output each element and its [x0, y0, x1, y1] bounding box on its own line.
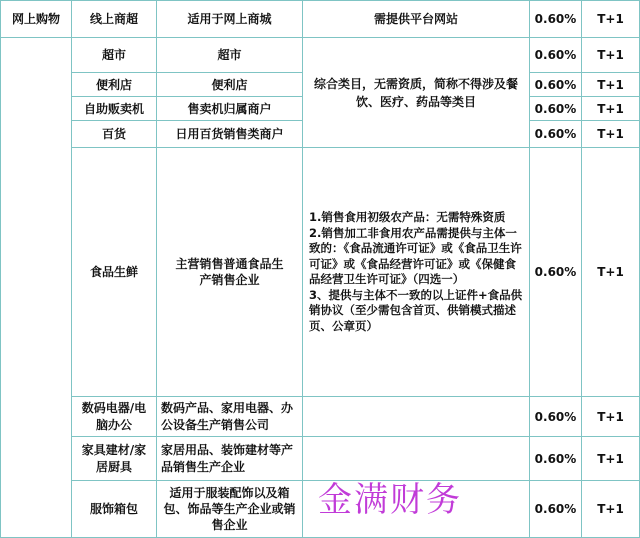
row-name: 便利店: [71, 72, 157, 97]
row-name: 自助贩卖机: [71, 96, 157, 121]
row-settle: T+1: [581, 37, 640, 73]
row-rate: 0.60%: [529, 37, 582, 73]
row-requirement-blank: [302, 480, 530, 538]
row-rate: 0.60%: [529, 96, 582, 121]
row-settle: T+1: [581, 147, 640, 397]
row-requirement-blank: [302, 436, 530, 481]
row-name: 数码电器/电脑办公: [71, 396, 157, 437]
requirement-header: 需提供平台网站: [302, 0, 530, 38]
row-settle: T+1: [581, 72, 640, 97]
row-name: 家具建材/家居厨具: [71, 436, 157, 481]
row-name: 超市: [71, 37, 157, 73]
row-rate: 0.60%: [529, 147, 582, 397]
row-settle: T+1: [581, 120, 640, 148]
row-scope: 家居用品、装饰建材等产品销售生产企业: [156, 436, 303, 481]
row-scope: 便利店: [156, 72, 303, 97]
subcategory-header: 线上商超: [71, 0, 157, 38]
row-name: 百货: [71, 120, 157, 148]
row-rate: 0.60%: [529, 480, 582, 538]
merged-requirement-cell: 综合类目，无需资质，简称不得涉及餐饮、医疗、药品等类目: [302, 37, 530, 148]
row-scope: 适用于服装配饰以及箱包、饰品等生产企业或销售企业: [156, 480, 303, 538]
row-requirement-blank: [302, 396, 530, 437]
settle-header: T+1: [581, 0, 640, 38]
watermark-text: 金满财务: [318, 480, 462, 520]
category-column-blank: [0, 37, 72, 538]
row-name: 食品生鲜: [71, 147, 157, 397]
row-rate: 0.60%: [529, 72, 582, 97]
row-rate: 0.60%: [529, 436, 582, 481]
row-rate: 0.60%: [529, 396, 582, 437]
row-settle: T+1: [581, 436, 640, 481]
row-rate: 0.60%: [529, 120, 582, 148]
row-settle: T+1: [581, 96, 640, 121]
row-settle: T+1: [581, 396, 640, 437]
rate-header: 0.60%: [529, 0, 582, 38]
row-scope: 日用百货销售类商户: [156, 120, 303, 148]
category-cell: 网上购物: [0, 0, 72, 38]
food-requirement-cell: 1.销售食用初级农产品：无需特殊资质 2.销售加工非食用农产品需提供与主体一致的：《食品流通许可证》或《食品卫生许可证》或《食品经营许可证》或《保健食品经营卫生许可证》（四选一） 3、提供与主体不一致的以上证件+食品供销协议（至少需包含首页、供销模式描述页、公章页）: [302, 147, 530, 397]
row-settle: T+1: [581, 480, 640, 538]
row-scope: 主营销售普通食品生产销售企业: [156, 147, 303, 397]
row-scope: 售卖机归属商户: [156, 96, 303, 121]
row-name: 服饰箱包: [71, 480, 157, 538]
row-scope: 数码产品、家用电器、办公设备生产销售公司: [156, 396, 303, 437]
row-scope: 超市: [156, 37, 303, 73]
scope-header: 适用于网上商城: [156, 0, 303, 38]
